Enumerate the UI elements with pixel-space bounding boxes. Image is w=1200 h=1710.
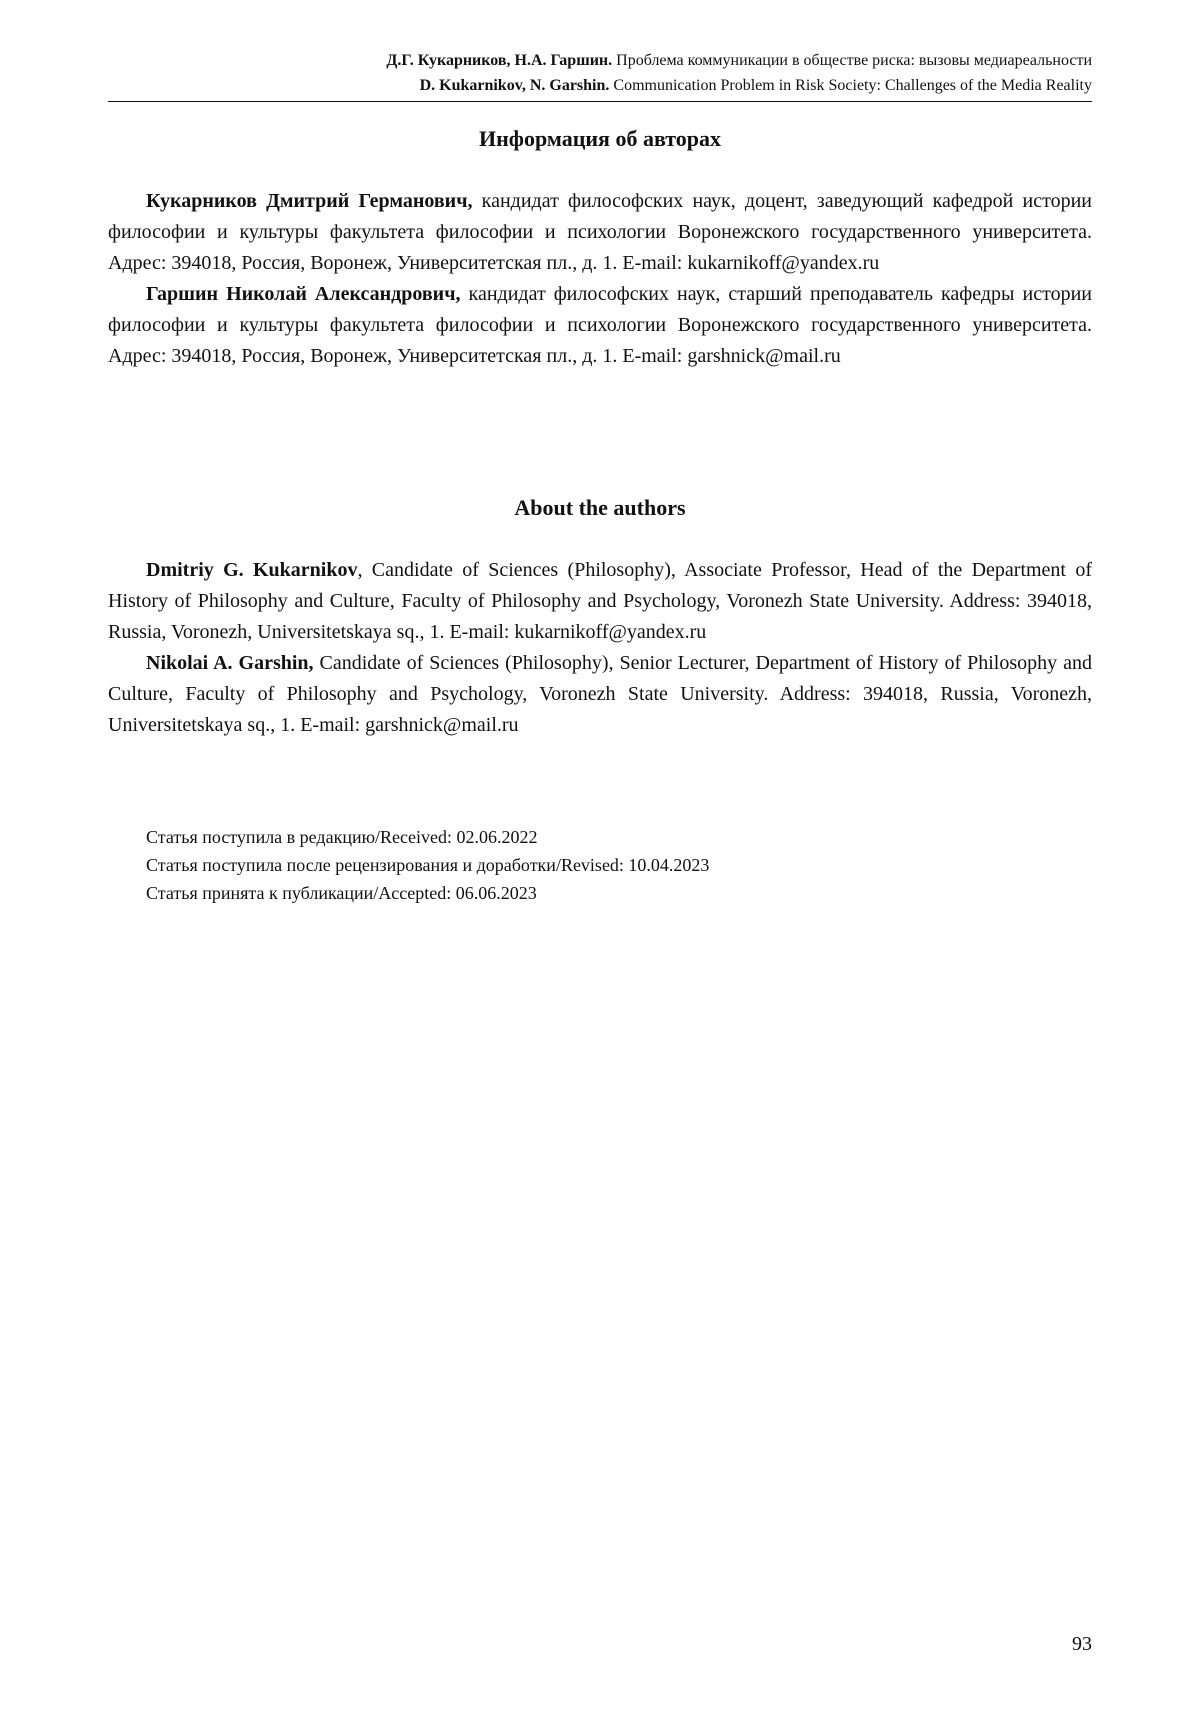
author-name: Гаршин Николай Александрович, — [146, 283, 461, 305]
author-paragraph-en-2 — [108, 648, 1092, 741]
author-details: кандидат философских наук, доцент, заведующий кафедрой истории философии и культуры факультета философии и психологии Воронежского государственного университета. Адрес: 394018, Россия, Воронеж, Университетская пл., д. 1. E-mail: kukarnikoff@yandex.ru — [108, 190, 1092, 274]
section-heading-ru: Информация об авторах — [478, 126, 722, 151]
running-head-ru-title: Проблема коммуникации в обществе риска: вызовы медиареальности — [616, 52, 1092, 69]
header-divider — [108, 101, 1092, 102]
author-details: , Candidate of Sciences (Philosophy), Associate Professor, Head of the Department of History of Philosophy and Culture, Faculty of Philosophy and Psychology, Voronezh State University. Address: 394018, Russia, Voronezh, Universitetskaya sq., 1. E-mail: kukarnikoff@yandex.ru — [108, 559, 1092, 643]
running-head — [108, 48, 1092, 98]
author-name: Dmitriy G. Kukarnikov — [146, 559, 358, 581]
page-number: 93 — [1072, 1633, 1092, 1655]
author-paragraph-ru-1 — [108, 186, 1092, 279]
author-details: Candidate of Sciences (Philosophy), Senior Lecturer, Department of History of Philosophy and Culture, Faculty of Philosophy and Psychology, Voronezh State University. Address: 394018, Russia, Voronezh, Universitetskaya sq., 1. E-mail: garshnick@mail.ru — [108, 652, 1092, 736]
author-name: Кукарников Дмитрий Германович, — [146, 190, 473, 212]
date-received: Статья поступила в редакцию/Received: 02.06.2022 — [146, 827, 538, 847]
running-head-ru-authors: Д.Г. Кукарников, Н.А. Гаршин. — [386, 52, 613, 69]
authors-info-ru — [108, 186, 1092, 372]
running-head-ru — [108, 48, 1092, 73]
author-details: кандидат философских наук, старший преподаватель кафедры истории философии и культуры факультета философии и психологии Воронежского государственного университета. Адрес: 394018, Россия, Воронеж, Университетская пл., д. 1. E-mail: garshnick@mail.ru — [108, 283, 1092, 367]
running-head-en-title: Communication Problem in Risk Society: Challenges of the Media Reality — [613, 77, 1092, 94]
date-revised: Статья поступила после рецензирования и доработки/Revised: 10.04.2023 — [146, 855, 710, 875]
running-head-en-authors: D. Kukarnikov, N. Garshin. — [419, 77, 610, 94]
authors-info-en — [108, 555, 1092, 741]
date-accepted: Статья принята к публикации/Accepted: 06.06.2023 — [146, 883, 537, 903]
article-dates — [146, 823, 709, 907]
author-paragraph-ru-2 — [108, 279, 1092, 372]
running-head-en — [108, 73, 1092, 98]
author-name: Nikolai A. Garshin, — [146, 652, 314, 674]
author-paragraph-en-1 — [108, 555, 1092, 648]
section-heading-en: About the authors — [514, 495, 686, 520]
